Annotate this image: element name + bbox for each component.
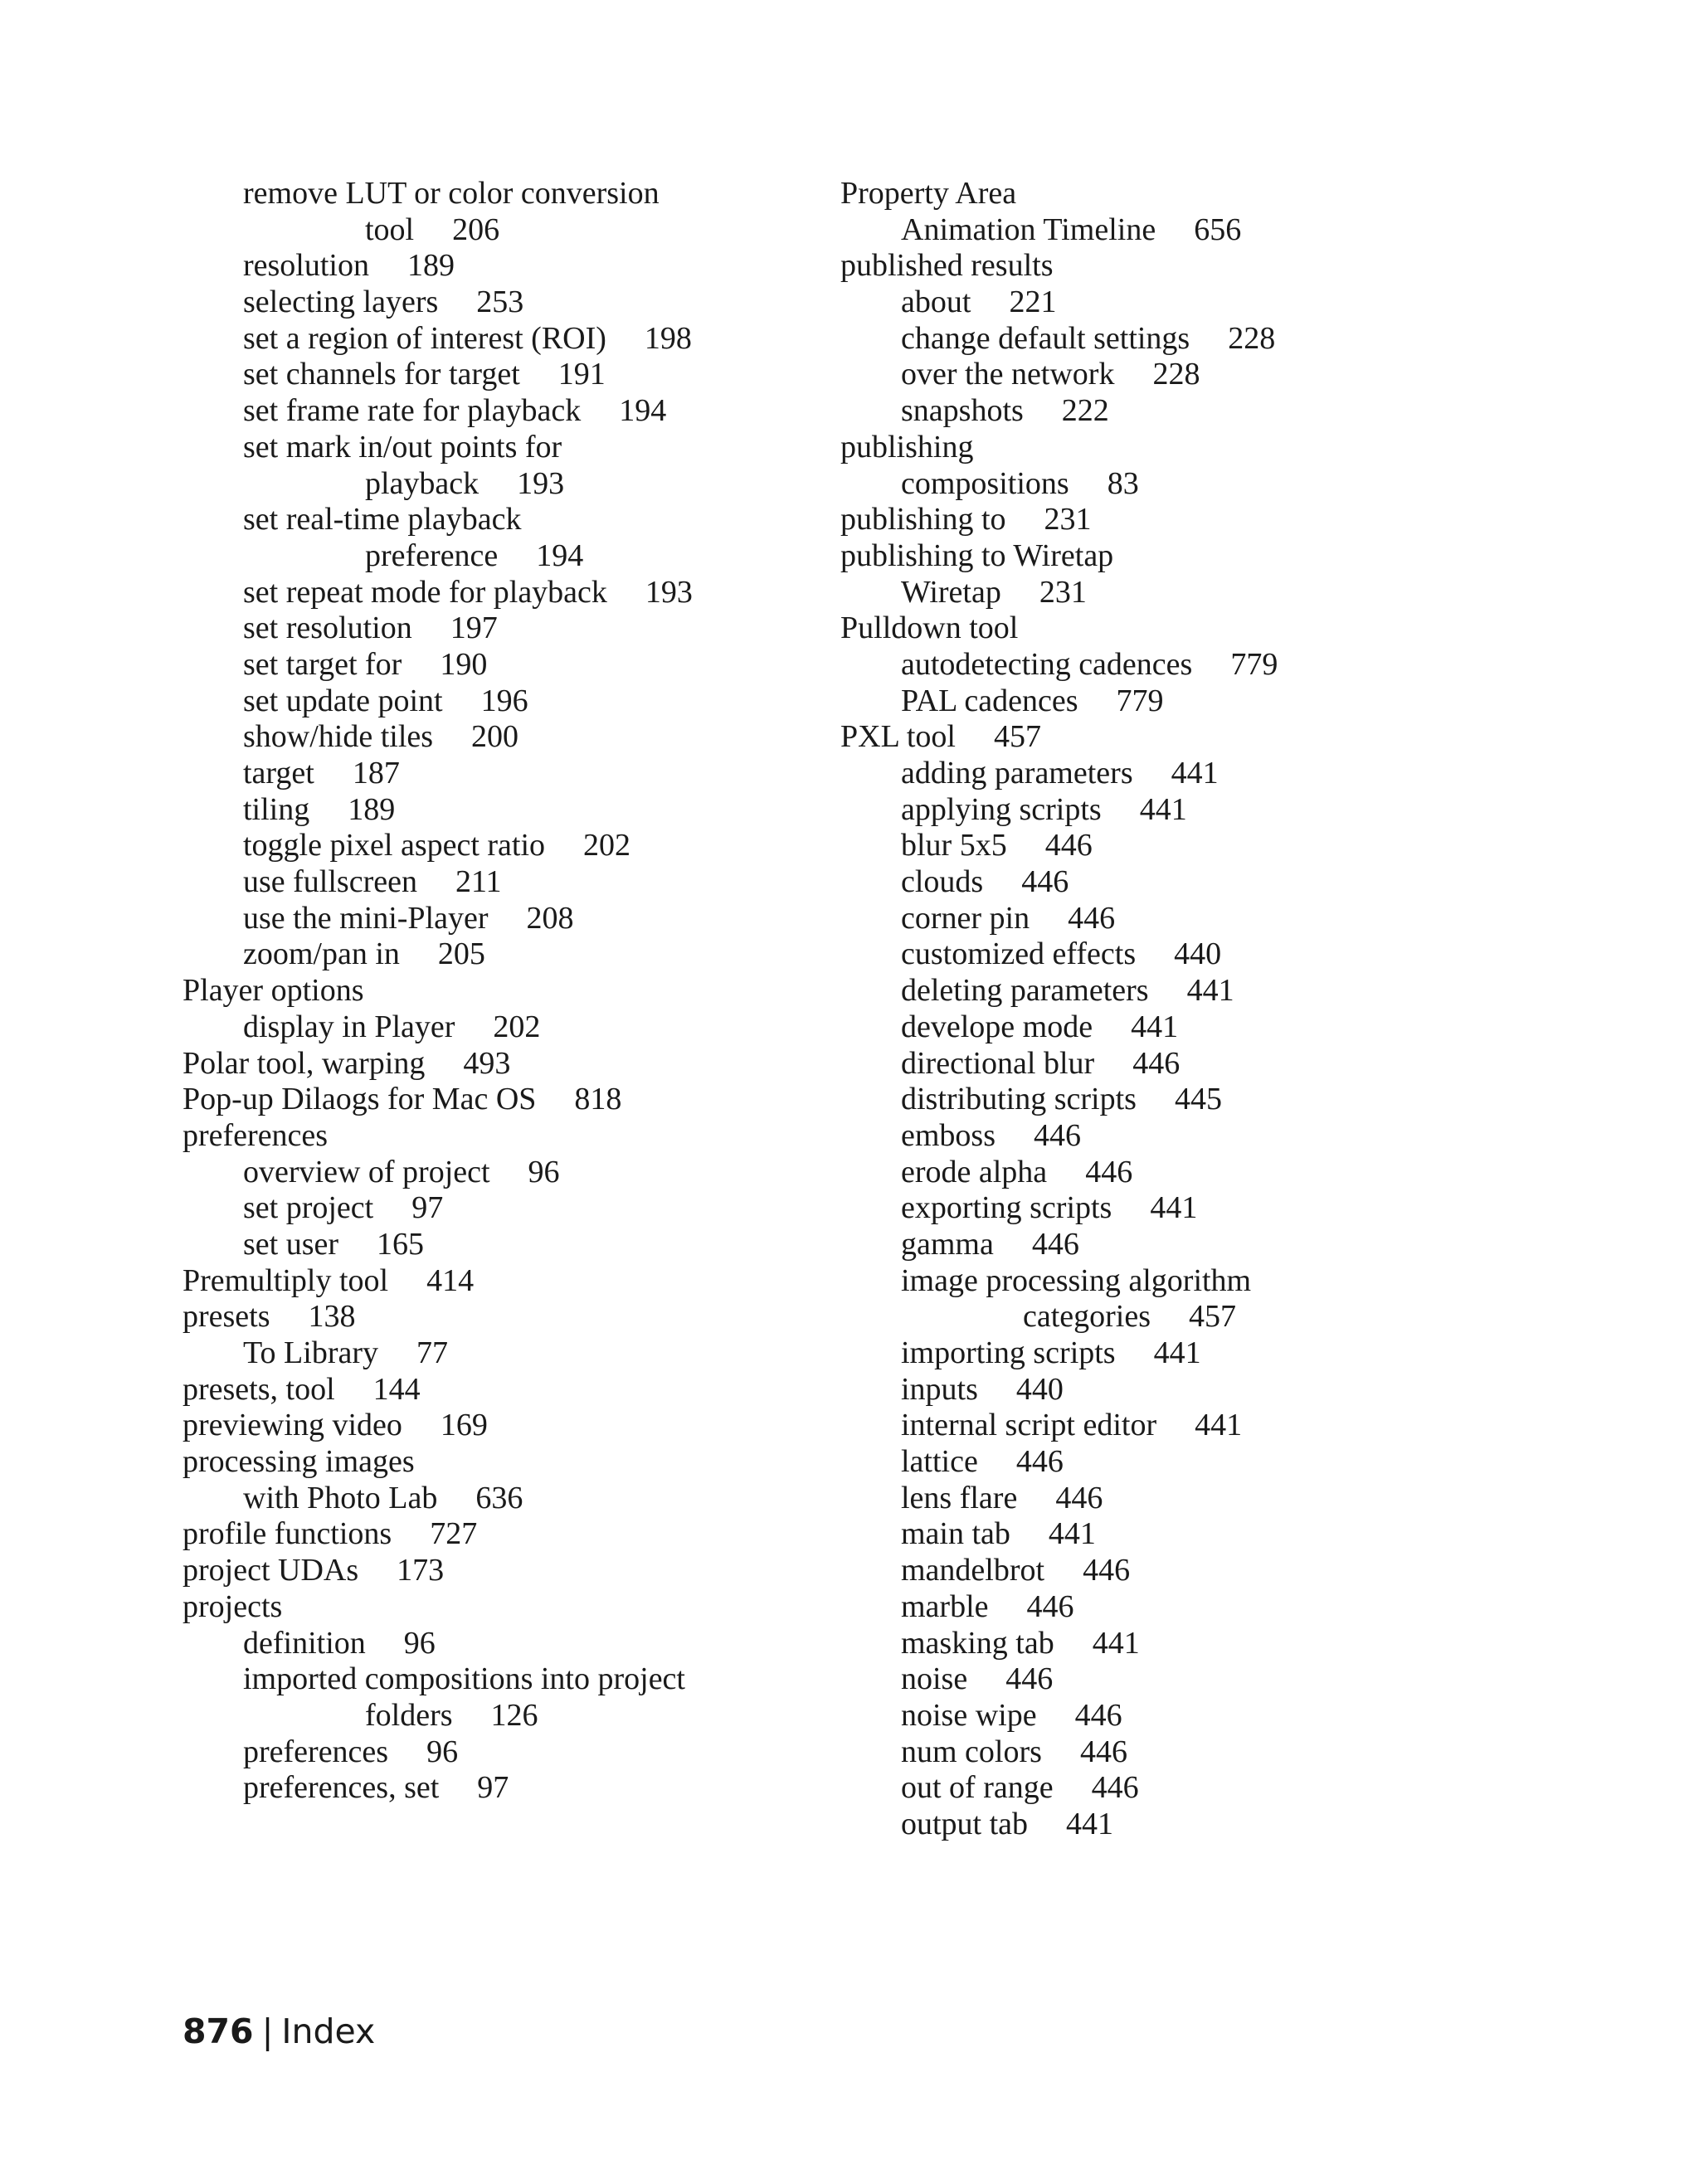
page-reference: 83: [1107, 465, 1139, 501]
index-entry: [840, 1335, 1438, 1372]
page-reference: 187: [352, 756, 400, 790]
page-reference: 446: [1034, 1117, 1081, 1153]
page-number: 876: [183, 2011, 254, 2051]
page-reference: 445: [1174, 1082, 1222, 1117]
index-entry: [183, 1372, 780, 1408]
index-term: Pop-up Dilaogs for Mac OS: [183, 1082, 537, 1117]
page-reference: 169: [440, 1408, 488, 1443]
page-reference: 173: [397, 1553, 445, 1588]
index-entry: [840, 901, 1438, 937]
index-entry: [183, 1046, 780, 1082]
index-entry: [840, 1155, 1438, 1191]
index-entry: [183, 1335, 780, 1372]
page-reference: 446: [1132, 1045, 1181, 1081]
page-reference: 441: [1092, 1625, 1140, 1661]
index-entry: [840, 973, 1438, 1009]
index-entry: [840, 1263, 1438, 1300]
index-entry: [183, 1408, 780, 1444]
index-entry: [183, 610, 780, 647]
index-entry: [183, 248, 780, 285]
index-entry: [183, 792, 780, 829]
index-entry: [183, 1553, 780, 1589]
index-term: playback: [365, 465, 480, 501]
index-entry: [840, 321, 1438, 358]
index-term: set frame rate for playback: [243, 393, 582, 429]
page-reference: 222: [1061, 393, 1109, 429]
page-reference: 197: [450, 610, 498, 646]
page-reference: 202: [493, 1009, 541, 1044]
index-term: set user: [243, 1226, 339, 1262]
index-term: Wiretap: [901, 574, 1001, 610]
page-footer: [183, 2011, 375, 2052]
index-term: exporting scripts: [901, 1190, 1112, 1226]
index-term: set target for: [243, 646, 402, 682]
index-entry: [840, 1444, 1438, 1481]
index-term: tool: [365, 212, 415, 247]
index-entry: [183, 1118, 780, 1155]
page-reference: 457: [1189, 1299, 1237, 1335]
index-entry: [840, 1770, 1438, 1807]
index-term: use fullscreen: [243, 864, 417, 900]
page-reference: 211: [455, 864, 502, 900]
index-entry: [183, 1516, 780, 1553]
index-entry: [840, 828, 1438, 864]
page-reference: 193: [645, 574, 693, 610]
index-term: zoom/pan in: [243, 936, 400, 972]
page-reference: 77: [416, 1335, 449, 1370]
page-reference: 97: [411, 1190, 444, 1226]
page-reference: 97: [477, 1770, 509, 1806]
index-term: image processing algorithm: [901, 1262, 1252, 1298]
index-term: overview of project: [243, 1154, 490, 1189]
index-term: target: [243, 756, 314, 790]
page-reference: 446: [1015, 1444, 1064, 1480]
index-term: profile functions: [183, 1516, 392, 1552]
index-term: change default settings: [901, 320, 1190, 356]
page-reference: 208: [526, 900, 574, 936]
index-entry: [183, 973, 780, 1009]
index-term: corner pin: [901, 900, 1030, 936]
index-entry: [183, 1227, 780, 1263]
index-entry: [840, 212, 1438, 249]
page-reference: 205: [437, 936, 485, 972]
page-reference: 231: [1039, 574, 1087, 610]
index-term: published results: [840, 248, 1054, 284]
index-term: categories: [1023, 1299, 1151, 1335]
index-entry: [183, 1734, 780, 1771]
page-reference: 446: [1091, 1770, 1139, 1806]
page-reference: 196: [480, 683, 528, 718]
index-term: project UDAs: [183, 1553, 359, 1588]
index-term: selecting layers: [243, 285, 439, 320]
index-term: snapshots: [901, 393, 1024, 429]
index-term: set a region of interest (ROI): [243, 320, 606, 356]
index-entry: [183, 1263, 780, 1300]
page-reference: 189: [348, 791, 396, 827]
index-term: applying scripts: [901, 791, 1102, 827]
index-term: set resolution: [243, 610, 412, 646]
page-reference: 96: [403, 1625, 436, 1661]
page-reference: 414: [426, 1262, 475, 1298]
index-column-left: [183, 176, 780, 1807]
page-reference: 228: [1228, 320, 1276, 356]
index-entry: [183, 719, 780, 756]
index-entry: [183, 828, 780, 864]
index-term: lattice: [901, 1444, 978, 1480]
index-term: PAL cadences: [901, 683, 1078, 718]
index-entry: [840, 936, 1438, 973]
page-reference: 440: [1174, 936, 1222, 972]
index-term: imported compositions into project: [243, 1661, 685, 1697]
page-reference: 446: [1068, 900, 1116, 936]
page-reference: 228: [1152, 357, 1200, 392]
index-entry: [840, 1408, 1438, 1444]
page-reference: 126: [490, 1697, 538, 1733]
index-entry: [840, 502, 1438, 538]
index-term: preferences, set: [243, 1770, 440, 1806]
index-entry: [840, 610, 1438, 647]
index-term: projects: [183, 1588, 283, 1624]
index-term: blur 5x5: [901, 828, 1007, 863]
index-entry: [183, 1190, 780, 1227]
page-reference: 253: [476, 285, 524, 320]
index-entry: [183, 1770, 780, 1807]
index-term: Animation Timeline: [901, 212, 1156, 247]
index-entry: [183, 1661, 780, 1698]
page-reference: 441: [1195, 1408, 1243, 1443]
index-entry: [840, 1481, 1438, 1517]
page-reference: 231: [1044, 502, 1092, 537]
page-reference: 200: [471, 719, 519, 755]
index-term: masking tab: [901, 1625, 1054, 1661]
index-entry: [183, 430, 780, 466]
page-reference: 446: [1005, 1661, 1054, 1697]
index-entry: [183, 936, 780, 973]
page-reference: 446: [1031, 1226, 1079, 1262]
index-term: set channels for target: [243, 357, 520, 392]
page-reference: 441: [1139, 791, 1187, 827]
index-entry: [840, 1227, 1438, 1263]
index-entry: [840, 864, 1438, 901]
index-entry: [840, 466, 1438, 503]
index-entry: [183, 683, 780, 720]
index-term: publishing to Wiretap: [840, 537, 1114, 573]
index-term: directional blur: [901, 1045, 1095, 1081]
page-reference: 198: [644, 320, 692, 356]
footer-separator: |: [261, 2011, 274, 2051]
index-term: previewing video: [183, 1408, 402, 1443]
index-entry: [183, 466, 780, 503]
page-reference: 193: [517, 465, 565, 501]
index-term: To Library: [243, 1335, 379, 1370]
index-entry: [840, 285, 1438, 321]
index-entry: [183, 1698, 780, 1734]
index-term: distributing scripts: [901, 1082, 1137, 1117]
index-term: presets: [183, 1299, 270, 1335]
page-reference: 440: [1015, 1371, 1064, 1407]
index-entry: [840, 1190, 1438, 1227]
index-term: clouds: [901, 864, 984, 900]
index-entry: [183, 1626, 780, 1662]
index-entry: [840, 1082, 1438, 1118]
index-term: publishing to: [840, 502, 1006, 537]
index-term: erode alpha: [901, 1154, 1048, 1189]
page-reference: 144: [372, 1371, 421, 1407]
index-entry: [183, 901, 780, 937]
index-term: emboss: [901, 1117, 996, 1153]
index-term: Polar tool, warping: [183, 1045, 426, 1081]
index-term: gamma: [901, 1226, 994, 1262]
index-term: noise: [901, 1661, 968, 1697]
index-entry: [183, 285, 780, 321]
page-reference: 457: [994, 719, 1041, 755]
page-reference: 446: [1079, 1734, 1127, 1769]
index-term: set project: [243, 1190, 374, 1226]
index-entry: [183, 647, 780, 683]
index-entry: [183, 538, 780, 575]
page-reference: 779: [1230, 646, 1278, 682]
index-term: out of range: [901, 1770, 1054, 1806]
index-term: toggle pixel aspect ratio: [243, 828, 546, 863]
index-entry: [840, 1734, 1438, 1771]
page-reference: 96: [426, 1734, 459, 1769]
index-entry: [840, 1118, 1438, 1155]
index-entry: [183, 176, 780, 212]
page-reference: 446: [1055, 1480, 1103, 1515]
index-term: compositions: [901, 465, 1069, 501]
page-reference: 96: [528, 1154, 560, 1189]
index-term: show/hide tiles: [243, 719, 434, 755]
page-reference: 194: [619, 393, 667, 429]
index-term: Player options: [183, 973, 364, 1009]
index-term: noise wipe: [901, 1697, 1037, 1733]
page-reference: 191: [557, 357, 606, 392]
index-entry: [840, 393, 1438, 430]
index-entry: [183, 1589, 780, 1626]
page-reference: 656: [1194, 212, 1242, 247]
page-reference: 206: [452, 212, 500, 247]
index-entry: [183, 502, 780, 538]
page-reference: 446: [1083, 1553, 1131, 1588]
index-entry: [840, 1661, 1438, 1698]
index-term: display in Player: [243, 1009, 455, 1044]
page-reference: 441: [1131, 1009, 1179, 1044]
page-reference: 165: [377, 1226, 425, 1262]
page-reference: 441: [1048, 1516, 1096, 1552]
index-term: lens flare: [901, 1480, 1018, 1515]
index-entry: [840, 1516, 1438, 1553]
page-reference: 446: [1021, 864, 1069, 900]
index-entry: [183, 393, 780, 430]
index-term: develope mode: [901, 1009, 1093, 1044]
index-term: set update point: [243, 683, 443, 718]
index-entry: [840, 1372, 1438, 1408]
page-reference: 441: [1186, 973, 1234, 1009]
index-entry: [840, 1299, 1438, 1335]
index-term: tiling: [243, 791, 310, 827]
index-entry: [183, 1481, 780, 1517]
index-entry: [183, 321, 780, 358]
page-reference: 441: [1150, 1190, 1198, 1226]
index-entry: [840, 719, 1438, 756]
index-term: definition: [243, 1625, 366, 1661]
page-reference: 446: [1026, 1588, 1074, 1624]
index-term: Property Area: [840, 176, 1017, 211]
index-term: folders: [365, 1697, 453, 1733]
index-entry: [183, 756, 780, 792]
index-entry: [840, 248, 1438, 285]
section-title: Index: [281, 2011, 376, 2051]
index-term: autodetecting cadences: [901, 646, 1193, 682]
index-entry: [840, 1698, 1438, 1734]
page-reference: 493: [463, 1045, 511, 1081]
index-term: mandelbrot: [901, 1553, 1045, 1588]
page-reference: 190: [440, 646, 488, 682]
index-entry: [840, 575, 1438, 611]
index-entry: [183, 1299, 780, 1335]
index-entry: [183, 575, 780, 611]
index-entry: [840, 176, 1438, 212]
page-reference: 138: [308, 1299, 356, 1335]
page-reference: 441: [1171, 756, 1219, 790]
index-term: set repeat mode for playback: [243, 574, 607, 610]
index-term: adding parameters: [901, 756, 1133, 790]
index-entry: [840, 647, 1438, 683]
index-entry: [183, 1444, 780, 1481]
page-reference: 441: [1066, 1806, 1114, 1841]
index-entry: [840, 1807, 1438, 1843]
index-entry: [183, 864, 780, 901]
index-term: publishing: [840, 429, 974, 465]
page-reference: 189: [406, 248, 455, 284]
index-term: num colors: [901, 1734, 1042, 1769]
index-entry: [840, 430, 1438, 466]
index-entry: [840, 1046, 1438, 1082]
page-reference: 446: [1085, 1154, 1133, 1189]
index-term: about: [901, 285, 971, 320]
index-term: marble: [901, 1588, 989, 1624]
page-reference: 221: [1009, 285, 1057, 320]
index-term: resolution: [243, 248, 369, 284]
page-reference: 446: [1044, 828, 1093, 863]
index-term: Pulldown tool: [840, 610, 1019, 646]
index-term: customized effects: [901, 936, 1137, 972]
index-term: output tab: [901, 1806, 1029, 1841]
index-term: inputs: [901, 1371, 978, 1407]
index-entry: [840, 756, 1438, 792]
index-column-right: [840, 176, 1438, 1843]
index-entry: [183, 212, 780, 249]
index-term: preference: [365, 537, 499, 573]
index-term: with Photo Lab: [243, 1480, 438, 1515]
index-entry: [183, 1009, 780, 1046]
index-term: preferences: [243, 1734, 389, 1769]
index-entry: [183, 357, 780, 393]
index-term: use the mini-Player: [243, 900, 489, 936]
index-entry: [840, 1589, 1438, 1626]
index-entry: [183, 1082, 780, 1118]
page-reference: 636: [475, 1480, 523, 1515]
index-term: Premultiply tool: [183, 1262, 389, 1298]
index-entry: [840, 538, 1438, 575]
index-term: over the network: [901, 357, 1115, 392]
page-reference: 727: [430, 1516, 478, 1552]
page-reference: 202: [583, 828, 631, 863]
index-term: remove LUT or color conversion: [243, 176, 660, 211]
page-reference: 194: [536, 537, 584, 573]
index-term: importing scripts: [901, 1335, 1116, 1370]
page-reference: 446: [1074, 1697, 1122, 1733]
index-entry: [840, 792, 1438, 829]
index-term: set real-time playback: [243, 502, 522, 537]
index-term: internal script editor: [901, 1408, 1157, 1443]
index-entry: [840, 1553, 1438, 1589]
page-reference: 779: [1116, 683, 1164, 718]
index-entry: [840, 1009, 1438, 1046]
index-entry: [183, 1155, 780, 1191]
index-entry: [840, 683, 1438, 720]
index-term: processing images: [183, 1444, 415, 1480]
index-entry: [840, 1626, 1438, 1662]
index-term: preferences: [183, 1117, 329, 1153]
index-entry: [840, 357, 1438, 393]
index-term: PXL tool: [840, 719, 956, 755]
index-term: deleting parameters: [901, 973, 1149, 1009]
index-term: presets, tool: [183, 1371, 335, 1407]
page-reference: 818: [574, 1082, 622, 1117]
index-term: main tab: [901, 1516, 1010, 1552]
index-term: set mark in/out points for: [243, 429, 562, 465]
page-reference: 441: [1153, 1335, 1201, 1370]
